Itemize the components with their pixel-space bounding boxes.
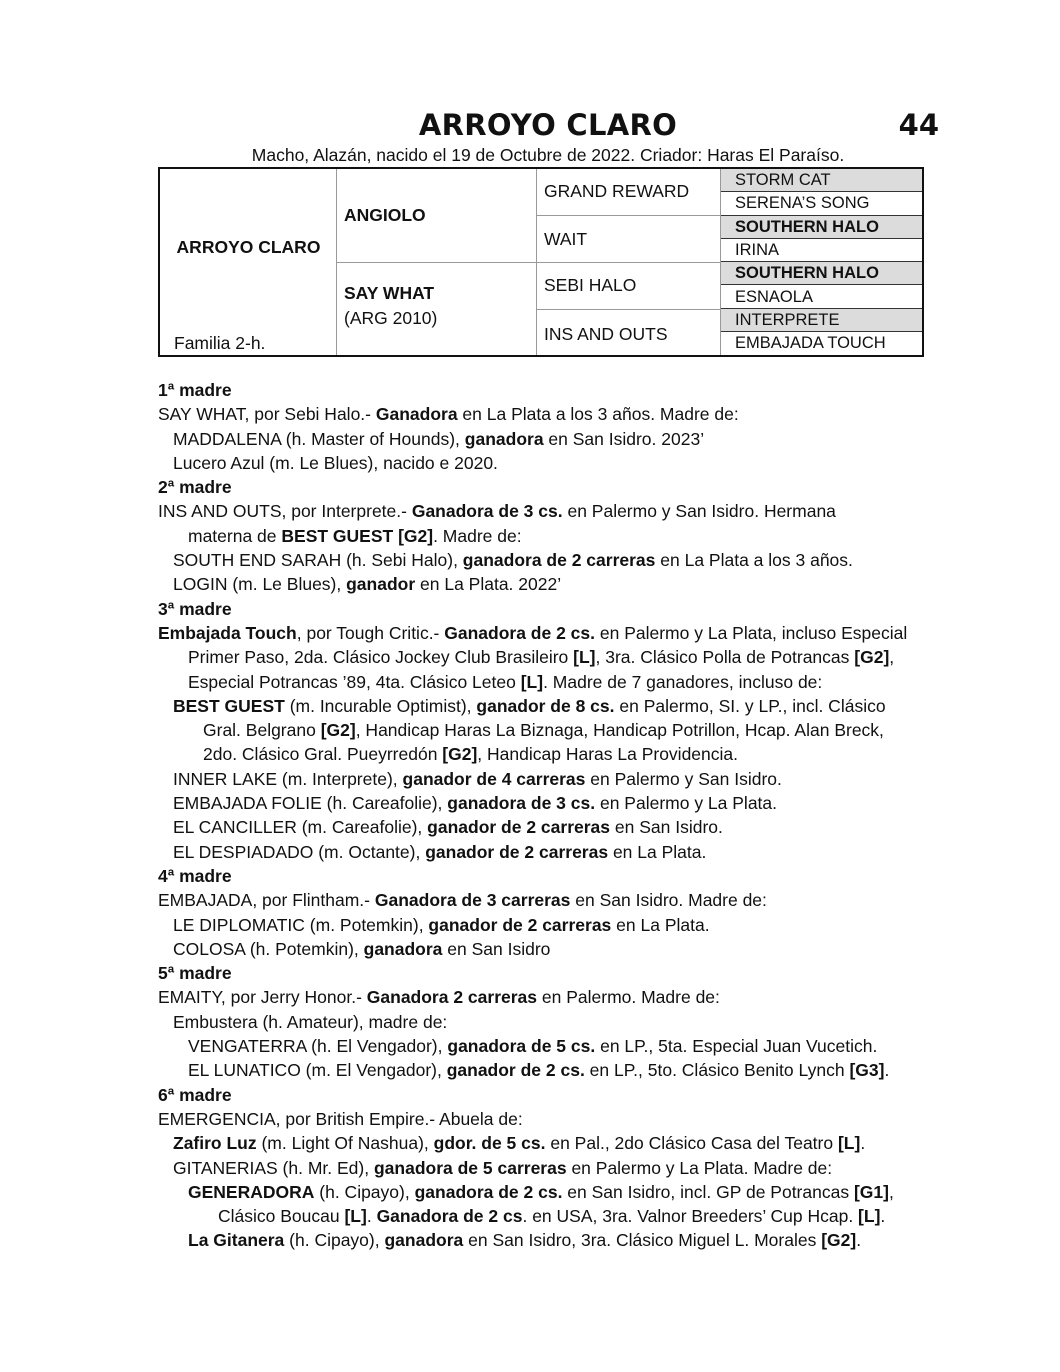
text-line: EL DESPIADADO (m. Octante), ganador de 2 carreras en La Plata. — [173, 841, 707, 862]
pedigree-grandsire: INS AND OUTS — [544, 324, 668, 344]
section-heading: 1ª madre — [158, 380, 232, 400]
text-line: SOUTH END SARAH (h. Sebi Halo), ganadora de 2 carreras en La Plata a los 3 años. — [173, 550, 853, 571]
pedigree-grandsire-cell — [537, 310, 721, 355]
text-line: EMBAJADA FOLIE (h. Careafolie), ganadora de 3 cs. en Palermo y La Plata. — [173, 793, 778, 814]
pedigree-grandsire-cell — [537, 216, 721, 263]
section-heading: 6ª madre — [158, 1084, 232, 1105]
pedigree-ancestor: INTERPRETE — [721, 309, 922, 332]
pedigree-sire: ANGIOLO — [344, 205, 426, 225]
pedigree-ancestor: SOUTHERN HALO — [721, 262, 922, 285]
section-heading: 3ª madre — [158, 598, 232, 619]
pedigree-table — [158, 167, 924, 357]
text-line: Embustera (h. Amateur), madre de: — [173, 1011, 448, 1032]
text-line: Especial Potrancas ’89, 4ta. Clásico Leteo [L]. Madre de 7 ganadores, incluso de: — [188, 671, 823, 692]
horse-title: ARROYO CLARO — [418, 108, 678, 142]
text-line: materna de BEST GUEST [G2]. Madre de: — [188, 525, 522, 546]
text-line: SAY WHAT, por Sebi Halo.- Ganadora en La Plata a los 3 años. Madre de: — [158, 404, 739, 425]
text-line: VENGATERRA (h. El Vengador), ganadora de 5 cs. en LP., 5ta. Especial Juan Vucetich. — [188, 1036, 878, 1057]
text-line: GITANERIAS (h. Mr. Ed), ganadora de 5 carreras en Palermo y La Plata. Madre de: — [173, 1157, 833, 1178]
pedigree-dam-origin: (ARG 2010) — [344, 308, 438, 328]
text-line: EMAITY, por Jerry Honor.- Ganadora 2 carreras en Palermo. Madre de: — [158, 987, 720, 1008]
text-line: Zafiro Luz (m. Light Of Nashua), gdor. de 5 cs. en Pal., 2do Clásico Casa del Teatro [L]. — [173, 1133, 866, 1154]
pedigree-ancestor: ESNAOLA — [721, 286, 922, 309]
section-heading: 5ª madre — [158, 963, 232, 984]
pedigree-horse-cell — [160, 169, 337, 355]
pedigree-grandsire-cell — [537, 169, 721, 216]
text-line: Primer Paso, 2da. Clásico Jockey Club Brasileiro [L], 3ra. Clásico Polla de Potrancas [G2], — [188, 647, 895, 668]
pedigree-grandsire-cell — [537, 263, 721, 310]
text-line: La Gitanera (h. Cipayo), ganadora en San Isidro, 3ra. Clásico Miguel L. Morales [G2]. — [188, 1230, 862, 1251]
text-line: 2do. Clásico Gral. Pueyrredón [G2], Handicap Haras La Providencia. — [203, 744, 738, 765]
pedigree-family: Familia 2-h. — [174, 333, 266, 353]
text-line: Embajada Touch, por Tough Critic.- Ganadora de 2 cs. en Palermo y La Plata, incluso Especial — [158, 622, 908, 643]
horse-subtitle: Macho, Alazán, nacido el 19 de Octubre de 2022. Criador: Haras El Paraíso. — [251, 145, 845, 165]
pedigree-grandsire: SEBI HALO — [544, 275, 637, 295]
pedigree-dam: SAY WHAT — [344, 283, 435, 303]
text-line: INS AND OUTS, por Interprete.- Ganadora de 3 cs. en Palermo y San Isidro. Hermana — [158, 501, 836, 522]
pedigree-grandsire: GRAND REWARD — [544, 181, 690, 201]
pedigree-ancestor: SOUTHERN HALO — [721, 216, 922, 239]
text-line: INNER LAKE (m. Interprete), ganador de 4 carreras en Palermo y San Isidro. — [173, 768, 782, 789]
text-line: GENERADORA (h. Cipayo), ganadora de 2 cs. en San Isidro, incl. GP de Potrancas [G1], — [188, 1181, 894, 1202]
text-line: BEST GUEST (m. Incurable Optimist), ganador de 8 cs. en Palermo, SI. y LP., incl. Clásico — [173, 695, 886, 716]
pedigree-horse-name: ARROYO CLARO — [176, 237, 321, 257]
text-line: LOGIN (m. Le Blues), ganador en La Plata. 2022’ — [173, 574, 562, 595]
text-line: Clásico Boucau [L]. Ganadora de 2 cs. en USA, 3ra. Valnor Breeders’ Cup Hcap. [L]. — [218, 1206, 886, 1227]
pedigree-ancestor: EMBAJADA TOUCH — [735, 334, 886, 353]
text-line: EMBAJADA, por Flintham.- Ganadora de 3 carreras en San Isidro. Madre de: — [158, 890, 767, 911]
text-line: LE DIPLOMATIC (m. Potemkin), ganador de 2 carreras en La Plata. — [173, 914, 710, 935]
pedigree-ancestor: SERENA’S SONG — [721, 192, 922, 215]
text-line: MADDALENA (h. Master of Hounds), ganadora en San Isidro. 2023’ — [173, 428, 705, 449]
lot-number: 44 — [898, 108, 939, 142]
pedigree-ancestor: STORM CAT — [721, 169, 922, 192]
pedigree-dam-cell — [337, 263, 537, 355]
text-line: COLOSA (h. Potemkin), ganadora en San Isidro — [173, 938, 551, 959]
pedigree-ancestor: IRINA — [721, 239, 922, 262]
text-line: EL CANCILLER (m. Careafolie), ganador de 2 carreras en San Isidro. — [173, 817, 723, 838]
produce-record — [158, 378, 958, 1253]
text-line: Gral. Belgrano [G2], Handicap Haras La Biznaga, Handicap Potrillon, Hcap. Alan Breck, — [203, 720, 884, 741]
pedigree-grandsire: WAIT — [544, 229, 588, 249]
pedigree-sire-cell — [337, 169, 537, 263]
section-heading: 4ª madre — [158, 865, 232, 886]
text-line: EMERGENCIA, por British Empire.- Abuela de: — [158, 1108, 523, 1129]
section-heading: 2ª madre — [158, 477, 232, 498]
text-line: EL LUNATICO (m. El Vengador), ganador de 2 cs. en LP., 5to. Clásico Benito Lynch [G3]. — [188, 1060, 890, 1081]
text-line: Lucero Azul (m. Le Blues), nacido e 2020. — [173, 452, 498, 473]
